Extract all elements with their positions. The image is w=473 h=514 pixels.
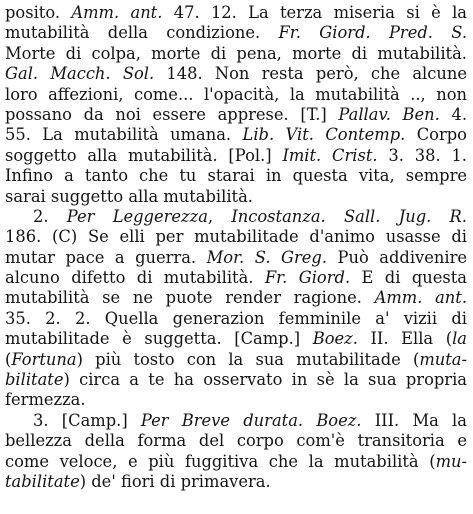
text-line (5, 268, 467, 288)
text-line (5, 370, 467, 390)
text-segment: mutar pace a guerra. (5, 247, 207, 267)
text-segment: Corpo (405, 125, 467, 145)
text-segment: ( (5, 349, 12, 369)
text-segment: 55. La mutabilità umana. (5, 125, 243, 145)
italic-segment: muta- (419, 349, 467, 369)
italic-segment: Gal. Macch. Sol. (5, 64, 155, 84)
text-line (5, 431, 467, 451)
italic-segment: Fr. Giord. (264, 268, 351, 288)
text-line (5, 390, 467, 410)
italic-segment: Imit. Crist. (282, 145, 378, 165)
italic-segment: Mor. S. Greg. (206, 247, 328, 267)
text-segment: III. (361, 410, 413, 430)
italic-segment: Fortuna (11, 349, 77, 369)
text-segment: Ma la (412, 410, 467, 430)
text-line (5, 472, 467, 492)
text-line (5, 248, 467, 268)
text-segment: 35. 2. 2. Quella generazion femminile a' vizii di (5, 308, 467, 328)
italic-segment: mu- (435, 451, 467, 471)
text-segment: E di questa (350, 268, 467, 288)
text-segment: 2. (33, 206, 67, 226)
text-segment: mutabilità se ne puote render ragione. (5, 288, 375, 308)
text-segment: come veloce, e più fuggitiva che la mutabilità ( (5, 451, 436, 471)
italic-segment: Per Leggerezza (66, 206, 208, 226)
text-segment: loro affezioni, come... l'opacità, la mutabilità .., non (5, 84, 467, 104)
text-line (5, 146, 467, 166)
text-segment: ) de' fiori di primavera. (79, 471, 271, 491)
text-line (5, 166, 467, 186)
text-segment: ) circa a te ha osservato in sè la sua propria (63, 370, 467, 390)
text-segment: , (207, 206, 232, 226)
text-line (5, 44, 467, 64)
text-segment: posito. (5, 3, 72, 22)
text-line (5, 227, 467, 247)
text-line (5, 329, 467, 349)
text-segment: mutabilitade è suggetta. [Camp.] (5, 329, 313, 349)
italic-segment: Lib. Vit. Contemp. (242, 125, 406, 145)
text-segment: Può addivenire (327, 247, 467, 267)
italic-segment: tabilitate (5, 471, 80, 491)
italic-segment: Amm. ant. (71, 3, 163, 22)
text-segment: 4. (439, 104, 467, 124)
text-line (5, 411, 467, 431)
italic-segment: Boez. (312, 329, 358, 349)
text-segment: soggetto alla mutabilità. [Pol.] (5, 145, 283, 165)
text-line (5, 85, 467, 105)
italic-segment: Fr. Giord. Pred. S. (278, 23, 467, 43)
text-segment: 3. 38. 1. (377, 145, 467, 165)
text-segment: mutabilità della condizione. (5, 23, 279, 43)
italic-segment: bilitate (5, 370, 64, 390)
italic-segment: Pallav. Ben. (338, 104, 440, 124)
text-segment: 186. (C) Se elli per mutabilitade d'animo usasse di (5, 227, 467, 247)
text-line (5, 125, 467, 145)
text-segment: Infino a tanto che tu starai in questa vita, sempre (5, 166, 467, 186)
text-segment: Morte di colpa, morte di pena, morte di mutabilità. (5, 43, 467, 63)
text-line (5, 452, 467, 472)
text-segment: possano da noi essere apprese. [T.] (5, 104, 339, 124)
text-segment: fermezza. (5, 390, 86, 410)
text-line (5, 350, 467, 370)
text-line (5, 288, 467, 308)
text-segment: Ella ( (401, 329, 453, 349)
text-segment: 148. Non resta però, che alcune (154, 64, 467, 84)
text-segment: sarai suggetto alla mutabilità. (5, 186, 253, 206)
text-segment: 3. [Camp.] (33, 410, 141, 430)
text-segment: 47. 12. La terza miseria si è la (162, 3, 467, 22)
text-line (5, 309, 467, 329)
italic-segment: Incostanza. Sall. Jug. R. (231, 206, 467, 226)
italic-segment: Per Breve durata. Boez. (140, 410, 362, 430)
text-segment: alcuno difetto di mutabilità. (5, 268, 265, 288)
text-segment: ) più tosto con la sua mutabilitade ( (76, 349, 420, 369)
text-line (5, 187, 467, 207)
text-segment: bellezza della forma del corpo com'è transitoria e (5, 431, 467, 451)
text-line (5, 23, 467, 43)
text-segment: II. (357, 329, 402, 349)
text-line (5, 105, 467, 125)
text-line (5, 3, 467, 23)
italic-segment: Amm. ant. (374, 288, 467, 308)
italic-segment: la (452, 329, 467, 349)
text-line (5, 207, 467, 227)
text-line (5, 64, 467, 84)
